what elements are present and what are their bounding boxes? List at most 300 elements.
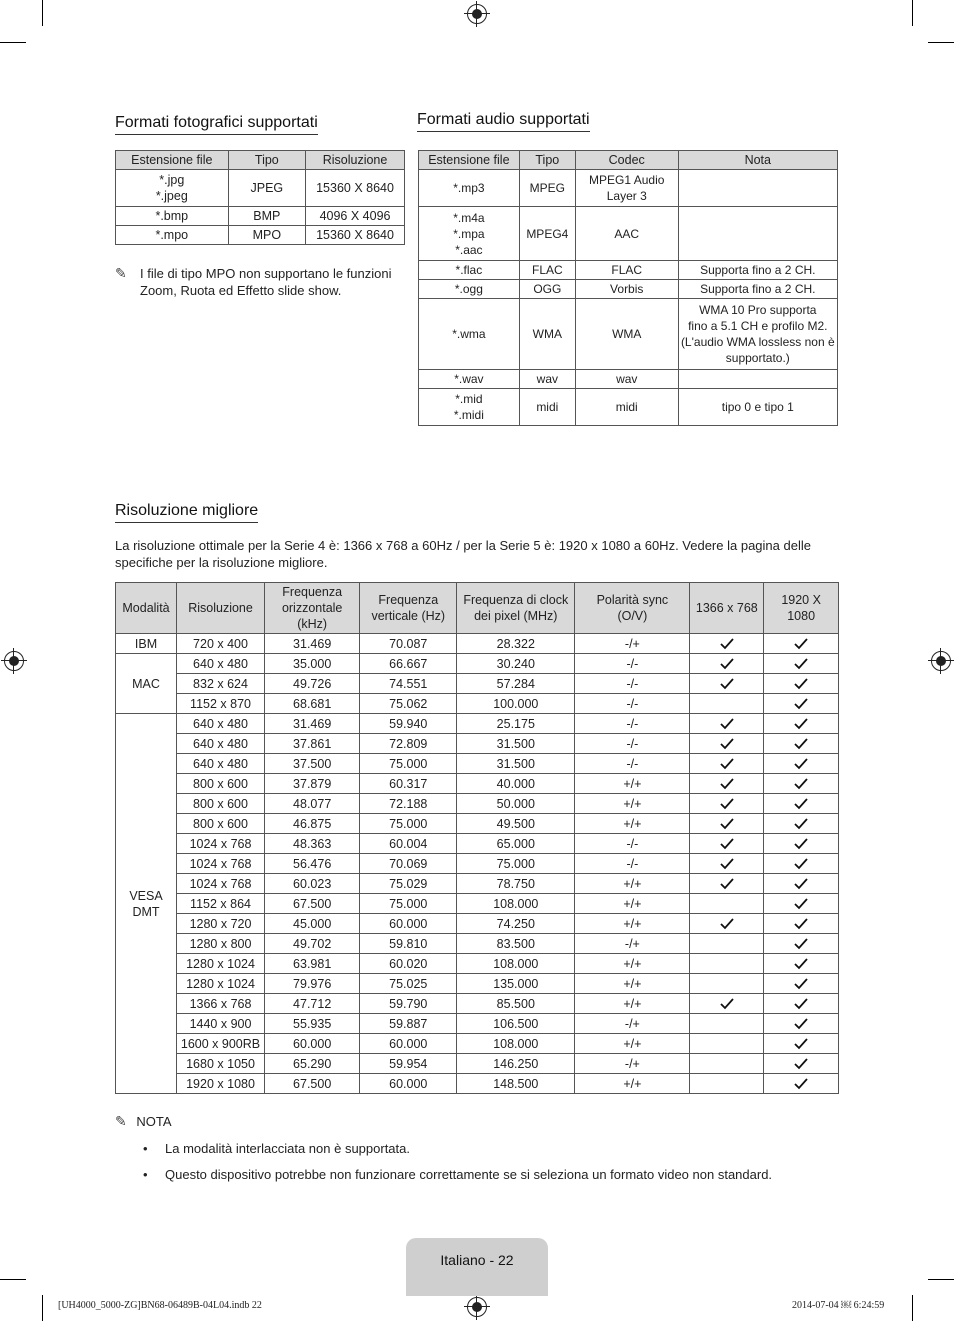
- nota-block: [115, 1113, 835, 1192]
- resolution-cell: 1920 x 1080: [177, 1074, 265, 1094]
- resolution-cell: 800 x 600: [177, 794, 265, 814]
- table-row: [116, 734, 839, 754]
- audio-cell: *.wma: [419, 299, 520, 370]
- photo-cell: 4096 X 4096: [306, 207, 405, 226]
- check-icon: [720, 658, 734, 670]
- resolution-cell: 1280 x 720: [177, 914, 265, 934]
- table-row: [419, 261, 838, 280]
- audio-cell: Vorbis: [575, 280, 678, 299]
- resolution-cell: +/+: [575, 814, 690, 834]
- resolution-cell: 50.000: [457, 794, 575, 814]
- support-cell: [690, 974, 764, 994]
- resolution-cell: 75.000: [360, 754, 457, 774]
- resolution-cell: 37.500: [264, 754, 359, 774]
- support-cell: [764, 674, 839, 694]
- resolution-cell: 60.000: [264, 1034, 359, 1054]
- photo-cell: MPO: [228, 226, 305, 245]
- table-row: [419, 389, 838, 426]
- resolution-cell: -/-: [575, 754, 690, 774]
- resolution-cell: 60.317: [360, 774, 457, 794]
- support-cell: [764, 654, 839, 674]
- resolution-cell: 66.667: [360, 654, 457, 674]
- table-row: [116, 794, 839, 814]
- support-cell: [690, 794, 764, 814]
- check-icon: [720, 758, 734, 770]
- resolution-cell: 68.681: [264, 694, 359, 714]
- photo-cell: *.mpo: [116, 226, 229, 245]
- table-row: [419, 299, 838, 370]
- resolution-cell: -/+: [575, 1014, 690, 1034]
- resolution-cell: 108.000: [457, 1034, 575, 1054]
- resolution-cell: 59.954: [360, 1054, 457, 1074]
- resolution-cell: 31.500: [457, 754, 575, 774]
- table-row: [116, 674, 839, 694]
- audio-cell: Supporta fino a 2 CH.: [678, 261, 837, 280]
- support-cell: [764, 834, 839, 854]
- resolution-cell: 60.023: [264, 874, 359, 894]
- resolution-cell: +/+: [575, 774, 690, 794]
- audio-cell: wav: [519, 370, 575, 389]
- check-icon: [794, 978, 808, 990]
- audio-cell: *.wav: [419, 370, 520, 389]
- bullet-text: La modalità interlacciata non è supportata.: [165, 1141, 410, 1156]
- resolution-cell: 148.500: [457, 1074, 575, 1094]
- resolution-cell: 100.000: [457, 694, 575, 714]
- check-icon: [720, 818, 734, 830]
- audio-formats-table: [418, 150, 838, 426]
- resolution-cell: 72.809: [360, 734, 457, 754]
- resolution-cell: 31.469: [264, 634, 359, 654]
- support-cell: [764, 754, 839, 774]
- table-row: [116, 914, 839, 934]
- resolution-cell: 1024 x 768: [177, 834, 265, 854]
- table-row: [116, 170, 405, 207]
- resolution-section: [115, 502, 258, 523]
- photo-cell: *.jpg *.jpeg: [116, 170, 229, 207]
- check-icon: [720, 738, 734, 750]
- resolution-cell: 1152 x 864: [177, 894, 265, 914]
- resolution-cell: -/+: [575, 634, 690, 654]
- resolution-cell: +/+: [575, 894, 690, 914]
- check-icon: [720, 778, 734, 790]
- table-row: [116, 634, 839, 654]
- resolution-cell: -/-: [575, 834, 690, 854]
- check-icon: [720, 878, 734, 890]
- resolution-cell: 1680 x 1050: [177, 1054, 265, 1074]
- support-cell: [690, 874, 764, 894]
- table-row: [419, 170, 838, 207]
- support-cell: [764, 714, 839, 734]
- resolution-cell: 35.000: [264, 654, 359, 674]
- resolution-cell: 72.188: [360, 794, 457, 814]
- check-icon: [720, 718, 734, 730]
- resolution-cell: -/-: [575, 734, 690, 754]
- resolution-header-cell: 1920 X 1080: [764, 583, 839, 634]
- audio-header-cell: Estensione file: [419, 151, 520, 170]
- audio-cell: WMA 10 Pro supporta fino a 5.1 CH e profilo M2. (L'audio WMA lossless non è supportato.): [678, 299, 837, 370]
- resolution-cell: 720 x 400: [177, 634, 265, 654]
- registration-mark-icon: [931, 651, 951, 671]
- audio-cell: *.m4a *.mpa *.aac: [419, 207, 520, 261]
- resolution-cell: 108.000: [457, 894, 575, 914]
- check-icon: [794, 938, 808, 950]
- resolution-cell: 70.087: [360, 634, 457, 654]
- table-row: [419, 280, 838, 299]
- support-cell: [690, 714, 764, 734]
- resolution-cell: 59.810: [360, 934, 457, 954]
- registration-mark-icon: [467, 1297, 487, 1317]
- resolution-cell: 46.875: [264, 814, 359, 834]
- registration-mark-icon: [4, 651, 24, 671]
- resolution-cell: 48.077: [264, 794, 359, 814]
- resolution-header-cell: Frequenza di clock dei pixel (MHz): [457, 583, 575, 634]
- support-cell: [690, 954, 764, 974]
- resolution-cell: 59.887: [360, 1014, 457, 1034]
- resolution-header-cell: Polarità sync (O/V): [575, 583, 690, 634]
- resolution-cell: 106.500: [457, 1014, 575, 1034]
- photo-section: [115, 114, 410, 135]
- audio-header-cell: Codec: [575, 151, 678, 170]
- resolution-cell: +/+: [575, 1034, 690, 1054]
- audio-cell: MPEG: [519, 170, 575, 207]
- resolution-cell: 67.500: [264, 1074, 359, 1094]
- resolution-cell: 1440 x 900: [177, 1014, 265, 1034]
- crop-mark: [912, 0, 913, 26]
- support-cell: [764, 914, 839, 934]
- support-cell: [690, 674, 764, 694]
- resolution-cell: 49.702: [264, 934, 359, 954]
- crop-mark: [928, 1279, 954, 1280]
- support-cell: [690, 894, 764, 914]
- audio-cell: wav: [575, 370, 678, 389]
- bullet-text: Questo dispositivo potrebbe non funzionare correttamente se si seleziona un formato video non standard.: [165, 1167, 773, 1182]
- resolution-cell: 108.000: [457, 954, 575, 974]
- resolution-cell: -/-: [575, 714, 690, 734]
- check-icon: [794, 718, 808, 730]
- resolution-cell: 75.025: [360, 974, 457, 994]
- audio-cell: WMA: [575, 299, 678, 370]
- table-row: [116, 1034, 839, 1054]
- resolution-header-cell: Frequenza orizzontale (kHz): [264, 583, 359, 634]
- support-cell: [690, 834, 764, 854]
- resolution-cell: 640 x 480: [177, 714, 265, 734]
- photo-title: Formati fotografici supportati: [115, 114, 318, 135]
- resolution-header-cell: Modalità: [116, 583, 177, 634]
- resolution-cell: 47.712: [264, 994, 359, 1014]
- resolution-cell: 1600 x 900RB: [177, 1034, 265, 1054]
- print-slug-right: 2014-07-04 ￼ 6:24:59: [792, 1300, 885, 1311]
- table-row: [116, 1054, 839, 1074]
- resolution-cell: 85.500: [457, 994, 575, 1014]
- table-row: [116, 934, 839, 954]
- table-row: [116, 654, 839, 674]
- table-row: [116, 954, 839, 974]
- photo-cell: BMP: [228, 207, 305, 226]
- resolution-cell: 31.469: [264, 714, 359, 734]
- audio-cell: FLAC: [575, 261, 678, 280]
- resolution-cell: 75.000: [360, 814, 457, 834]
- pencil-note-icon: ✎: [115, 265, 127, 281]
- crop-mark: [912, 1295, 913, 1321]
- resolution-cell: 59.790: [360, 994, 457, 1014]
- resolution-cell: 45.000: [264, 914, 359, 934]
- check-icon: [794, 798, 808, 810]
- resolution-cell: +/+: [575, 954, 690, 974]
- crop-mark: [928, 42, 954, 43]
- support-cell: [690, 854, 764, 874]
- audio-header-cell: Nota: [678, 151, 837, 170]
- resolution-cell: 37.879: [264, 774, 359, 794]
- resolution-cell: 57.284: [457, 674, 575, 694]
- support-cell: [764, 814, 839, 834]
- support-cell: [690, 1074, 764, 1094]
- resolution-cell: 78.750: [457, 874, 575, 894]
- bullet-dot: •: [143, 1167, 148, 1182]
- support-cell: [764, 954, 839, 974]
- support-cell: [764, 734, 839, 754]
- resolution-cell: 49.726: [264, 674, 359, 694]
- page-number-label: Italiano - 22: [440, 1252, 514, 1268]
- support-cell: [690, 1014, 764, 1034]
- page-number-tab: [406, 1238, 548, 1296]
- check-icon: [794, 758, 808, 770]
- crop-mark: [42, 1295, 43, 1321]
- resolution-cell: +/+: [575, 794, 690, 814]
- resolution-cell: -/+: [575, 1054, 690, 1074]
- resolution-cell: 640 x 480: [177, 654, 265, 674]
- photo-note: [115, 265, 415, 299]
- table-row: [419, 370, 838, 389]
- audio-cell: [678, 207, 837, 261]
- audio-header-cell: Tipo: [519, 151, 575, 170]
- audio-cell: Supporta fino a 2 CH.: [678, 280, 837, 299]
- resolution-cell: 75.062: [360, 694, 457, 714]
- resolution-cell: 75.000: [457, 854, 575, 874]
- table-row: [116, 1074, 839, 1094]
- support-cell: [690, 994, 764, 1014]
- audio-cell: *.ogg: [419, 280, 520, 299]
- check-icon: [794, 738, 808, 750]
- crop-mark: [0, 1279, 26, 1280]
- support-cell: [690, 694, 764, 714]
- resolution-cell: 1280 x 1024: [177, 974, 265, 994]
- audio-cell: FLAC: [519, 261, 575, 280]
- support-cell: [764, 1054, 839, 1074]
- check-icon: [794, 698, 808, 710]
- photo-header-cell: Tipo: [228, 151, 305, 170]
- table-row: [116, 1014, 839, 1034]
- check-icon: [794, 878, 808, 890]
- audio-title: Formati audio supportati: [417, 111, 590, 132]
- check-icon: [794, 818, 808, 830]
- resolution-cell: -/-: [575, 674, 690, 694]
- resolution-cell: 55.935: [264, 1014, 359, 1034]
- resolution-cell: 1024 x 768: [177, 874, 265, 894]
- support-cell: [764, 894, 839, 914]
- check-icon: [720, 918, 734, 930]
- resolution-cell: 60.004: [360, 834, 457, 854]
- resolution-cell: +/+: [575, 1074, 690, 1094]
- audio-cell: [678, 370, 837, 389]
- photo-cell: 15360 X 8640: [306, 226, 405, 245]
- table-row: [116, 994, 839, 1014]
- resolution-cell: 146.250: [457, 1054, 575, 1074]
- pencil-note-icon: ✎: [115, 1113, 127, 1129]
- support-cell: [764, 1034, 839, 1054]
- resolution-cell: 28.322: [457, 634, 575, 654]
- audio-cell: MPEG1 Audio Layer 3: [575, 170, 678, 207]
- resolution-cell: +/+: [575, 914, 690, 934]
- table-row: [116, 207, 405, 226]
- check-icon: [794, 958, 808, 970]
- check-icon: [794, 858, 808, 870]
- resolution-cell: +/+: [575, 974, 690, 994]
- audio-cell: midi: [519, 389, 575, 426]
- resolution-cell: 640 x 480: [177, 754, 265, 774]
- table-row: [116, 694, 839, 714]
- audio-section: [417, 111, 590, 132]
- resolution-cell: 832 x 624: [177, 674, 265, 694]
- check-icon: [794, 1078, 808, 1090]
- support-cell: [764, 994, 839, 1014]
- support-cell: [764, 634, 839, 654]
- resolution-cell: 75.000: [360, 894, 457, 914]
- support-cell: [690, 634, 764, 654]
- photo-cell: JPEG: [228, 170, 305, 207]
- support-cell: [764, 854, 839, 874]
- check-icon: [794, 658, 808, 670]
- support-cell: [764, 974, 839, 994]
- support-cell: [764, 694, 839, 714]
- resolution-table: [115, 582, 839, 1094]
- resolution-cell: 67.500: [264, 894, 359, 914]
- resolution-cell: 60.000: [360, 1034, 457, 1054]
- support-cell: [764, 874, 839, 894]
- resolution-cell: 25.175: [457, 714, 575, 734]
- support-cell: [764, 774, 839, 794]
- resolution-cell: 31.500: [457, 734, 575, 754]
- resolution-header-cell: Risoluzione: [177, 583, 265, 634]
- bullet-dot: •: [143, 1141, 148, 1156]
- support-cell: [690, 774, 764, 794]
- support-cell: [690, 754, 764, 774]
- check-icon: [794, 838, 808, 850]
- audio-cell: *.mp3: [419, 170, 520, 207]
- resolution-cell: 74.250: [457, 914, 575, 934]
- check-icon: [720, 678, 734, 690]
- table-row: [419, 207, 838, 261]
- resolution-cell: 60.020: [360, 954, 457, 974]
- photo-cell: *.bmp: [116, 207, 229, 226]
- table-row: [116, 894, 839, 914]
- support-cell: [690, 734, 764, 754]
- resolution-cell: 1024 x 768: [177, 854, 265, 874]
- resolution-cell: 1152 x 870: [177, 694, 265, 714]
- resolution-cell: 48.363: [264, 834, 359, 854]
- mode-cell: MAC: [116, 654, 177, 714]
- support-cell: [690, 934, 764, 954]
- check-icon: [794, 1038, 808, 1050]
- audio-cell: AAC: [575, 207, 678, 261]
- bullet-item: [115, 1166, 835, 1183]
- table-row: [116, 774, 839, 794]
- mode-cell: IBM: [116, 634, 177, 654]
- print-slug-left: [UH4000_5000-ZG]BN68-06489B-04L04.indb 22: [58, 1300, 262, 1311]
- resolution-cell: 70.069: [360, 854, 457, 874]
- check-icon: [794, 898, 808, 910]
- photo-note-text: I file di tipo MPO non supportano le funzioni Zoom, Ruota ed Effetto slide show.: [140, 266, 392, 298]
- check-icon: [794, 918, 808, 930]
- table-row: [116, 226, 405, 245]
- photo-formats-table: [115, 150, 405, 245]
- check-icon: [720, 638, 734, 650]
- resolution-intro: La risoluzione ottimale per la Serie 4 è: 1366 x 768 a 60Hz / per la Serie 5 è: 1920 x 1080 a 60Hz. Vedere la pagina delle specifiche per la risoluzione migliore.: [115, 538, 811, 570]
- check-icon: [720, 838, 734, 850]
- support-cell: [764, 1074, 839, 1094]
- support-cell: [764, 934, 839, 954]
- resolution-header-cell: Frequenza verticale (Hz): [360, 583, 457, 634]
- resolution-cell: +/+: [575, 874, 690, 894]
- resolution-cell: 79.976: [264, 974, 359, 994]
- check-icon: [794, 678, 808, 690]
- audio-cell: MPEG4: [519, 207, 575, 261]
- audio-cell: tipo 0 e tipo 1: [678, 389, 837, 426]
- support-cell: [690, 914, 764, 934]
- table-row: [116, 814, 839, 834]
- resolution-cell: -/-: [575, 694, 690, 714]
- resolution-cell: 135.000: [457, 974, 575, 994]
- check-icon: [794, 778, 808, 790]
- resolution-cell: 40.000: [457, 774, 575, 794]
- support-cell: [690, 654, 764, 674]
- table-row: [116, 854, 839, 874]
- resolution-cell: 60.000: [360, 1074, 457, 1094]
- resolution-cell: 83.500: [457, 934, 575, 954]
- resolution-cell: 74.551: [360, 674, 457, 694]
- table-row: [116, 874, 839, 894]
- check-icon: [794, 1058, 808, 1070]
- table-row: [116, 834, 839, 854]
- photo-cell: 15360 X 8640: [306, 170, 405, 207]
- resolution-cell: 65.000: [457, 834, 575, 854]
- check-icon: [794, 1018, 808, 1030]
- crop-mark: [0, 42, 26, 43]
- resolution-cell: +/+: [575, 994, 690, 1014]
- audio-cell: OGG: [519, 280, 575, 299]
- table-row: [116, 754, 839, 774]
- resolution-header-cell: 1366 x 768: [690, 583, 764, 634]
- photo-header-cell: Estensione file: [116, 151, 229, 170]
- support-cell: [690, 814, 764, 834]
- resolution-cell: 49.500: [457, 814, 575, 834]
- table-row: [116, 974, 839, 994]
- check-icon: [720, 858, 734, 870]
- nota-bullets: [115, 1140, 835, 1183]
- resolution-cell: 1366 x 768: [177, 994, 265, 1014]
- resolution-cell: 60.000: [360, 914, 457, 934]
- resolution-cell: 75.029: [360, 874, 457, 894]
- audio-cell: *.flac: [419, 261, 520, 280]
- resolution-cell: 63.981: [264, 954, 359, 974]
- check-icon: [720, 798, 734, 810]
- support-cell: [690, 1034, 764, 1054]
- table-row: [116, 714, 839, 734]
- check-icon: [794, 998, 808, 1010]
- nota-label: NOTA: [136, 1114, 172, 1129]
- resolution-title: Risoluzione migliore: [115, 502, 258, 523]
- check-icon: [720, 998, 734, 1010]
- audio-cell: *.mid *.midi: [419, 389, 520, 426]
